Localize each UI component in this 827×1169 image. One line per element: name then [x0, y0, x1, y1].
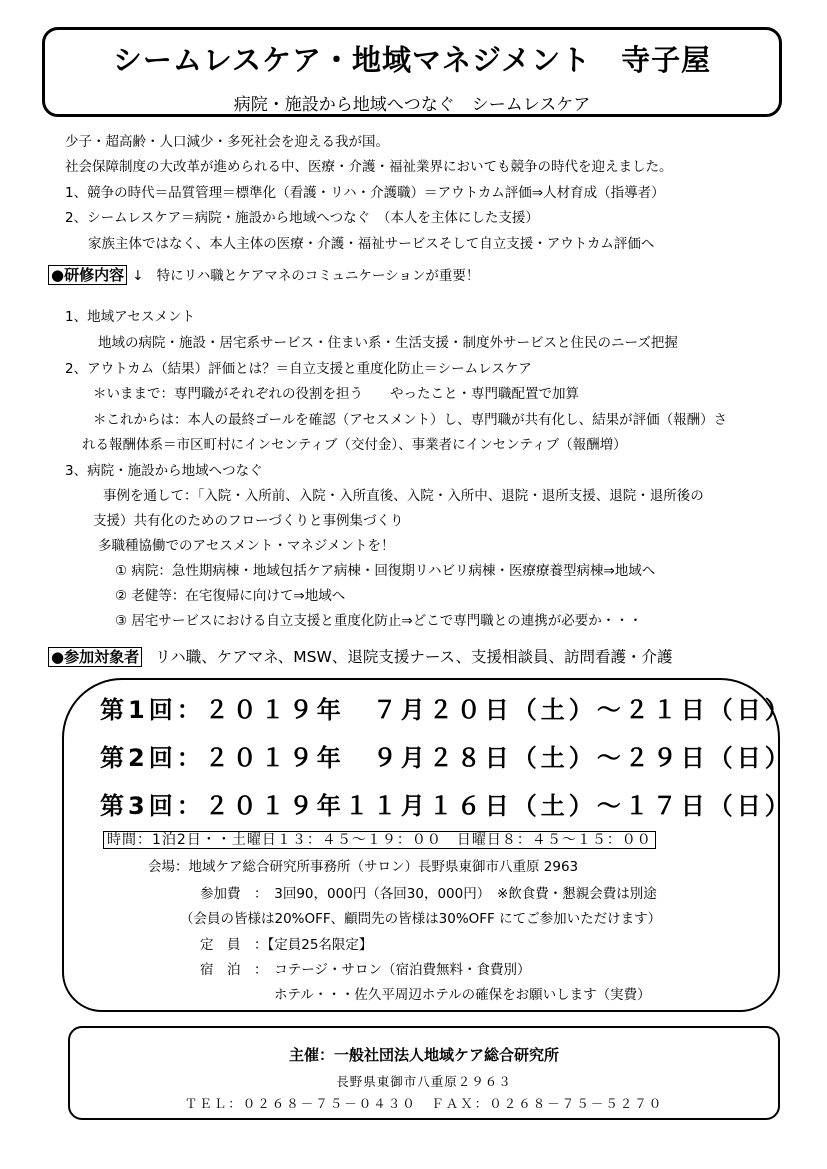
- participants-label: ●参加対象者: [48, 647, 142, 667]
- content-line-2: 地域の病院・施設・居宅系サービス・住まい系・生活支援・制度外サービスと住民のニーズ把握: [98, 335, 678, 351]
- time-row: [103, 829, 656, 849]
- intro-line-3: 1、競争の時代＝品質管理＝標準化（看護・リハ・介護職）＝アウトカム評価⇒人材育成（指導者）: [65, 185, 665, 201]
- content-line-8: 事例を通して：「入院・入所前、入院・入所直後、入院・入所中、退院・退所支援、退院・退所後の: [103, 488, 704, 504]
- content-line-13: ③ 居宅サービスにおける自立支援と重度化防止⇒どこで専門職との連携が必要か・・・: [115, 613, 643, 629]
- down-arrow-icon: ↓: [132, 268, 144, 284]
- session-3: 第3回：２０１９年１１月１６日（土）～１７日（日）: [100, 792, 793, 820]
- title-box: [42, 27, 782, 117]
- schedule-capacity: 定 員 ：【定員25名限定】: [200, 937, 373, 953]
- content-section-header: [48, 264, 479, 285]
- schedule-hotel: ホテル・・・佐久平周辺ホテルの確保をお願いします（実費）: [274, 987, 651, 1003]
- schedule-venue: 会場：地域ケア総合研究所事務所（サロン）長野県東御市八重原 2963: [148, 859, 579, 875]
- schedule-time: 時間：1泊2日・・土曜日１３：４５～１９：００ 日曜日８：４５～１５：００: [103, 831, 656, 849]
- intro-line-1: 少子・超高齢・人口減少・多死社会を迎える我が国。: [65, 134, 389, 150]
- intro-line-2: 社会保障制度の大改革が進められる中、医療・介護・福祉業界においても競争の時代を迎えました。: [65, 159, 673, 175]
- schedule-discount: （会員の皆様は20%OFF、顧問先の皆様は30%OFF にてご参加いただけます）: [180, 911, 662, 927]
- schedule-fee: 参加費 ： 3回90，000円（各回30，000円） ※飲食費・懇親会費は別途: [200, 886, 657, 902]
- content-line-10: 多職種協働でのアセスメント・マネジメントを！: [98, 538, 395, 554]
- content-line-9: 支援）共有化のためのフローづくりと事例集づくり: [93, 513, 404, 529]
- intro-line-4: 2、シームレスケア＝病院・施設から地域へつなぐ （本人を主体にした支援）: [65, 210, 539, 226]
- content-line-1: 1、地域アセスメント: [65, 309, 195, 325]
- page-title: シームレスケア・地域マネジメント 寺子屋: [112, 43, 712, 77]
- content-line-5: ＊これからは：本人の最終ゴールを確認（アセスメント）し、専門職が共有化し、結果が評価（報酬）さ: [93, 412, 728, 428]
- participants-row: [48, 645, 673, 667]
- organizer-box: [68, 1026, 780, 1120]
- content-line-4: ＊いままで：専門職がそれぞれの役割を担う やったこと・専門職配置で加算: [93, 386, 579, 402]
- schedule-lodging: 宿 泊 ： コテージ・サロン（宿泊費無料・食費別）: [200, 962, 531, 978]
- content-line-11: ① 病院：急性期病棟・地域包括ケア病棟・回復期リハビリ病棟・医療療養型病棟⇒地域へ: [115, 563, 656, 579]
- organizer-contact: ＴＥＬ：０２６８－７５－０４３０ ＦＡＸ：０２６８－７５－５２７０: [184, 1096, 664, 1111]
- session-1: 第1回：２０１９年 ７月２０日（土）～２１日（日）: [100, 696, 793, 724]
- content-line-12: ② 老健等：在宅復帰に向けて⇒地域へ: [115, 588, 346, 604]
- content-line-7: 3、病院・施設から地域へつなぐ: [65, 463, 263, 479]
- session-2: 第2回：２０１９年 ９月２８日（土）～２９日（日）: [100, 744, 793, 772]
- participants-text: リハ職、ケアマネ、MSW、退院支援ナース、支援相談員、訪問看護・介護: [155, 648, 673, 666]
- organizer-name: 主催：一般社団法人地域ケア総合研究所: [288, 1046, 559, 1064]
- content-section-label: ●研修内容: [48, 265, 127, 285]
- intro-line-5: 家族主体ではなく、本人主体の医療・介護・福祉サービスそして自立支援・アウトカム評価へ: [88, 236, 655, 252]
- content-line-3: 2、アウトカム（結果）評価とは？＝自立支援と重度化防止＝シームレスケア: [65, 361, 532, 377]
- content-section-note: 特にリハ職とケアマネのコミュニケーションが重要！: [156, 268, 480, 284]
- page-subtitle: 病院・施設から地域へつなぐ シームレスケア: [233, 95, 591, 115]
- content-line-6: れる報酬体系＝市区町村にインセンティブ（交付金）、事業者にインセンティブ（報酬増）: [82, 437, 627, 453]
- organizer-address: 長野県東御市八重原２９６３: [336, 1074, 512, 1089]
